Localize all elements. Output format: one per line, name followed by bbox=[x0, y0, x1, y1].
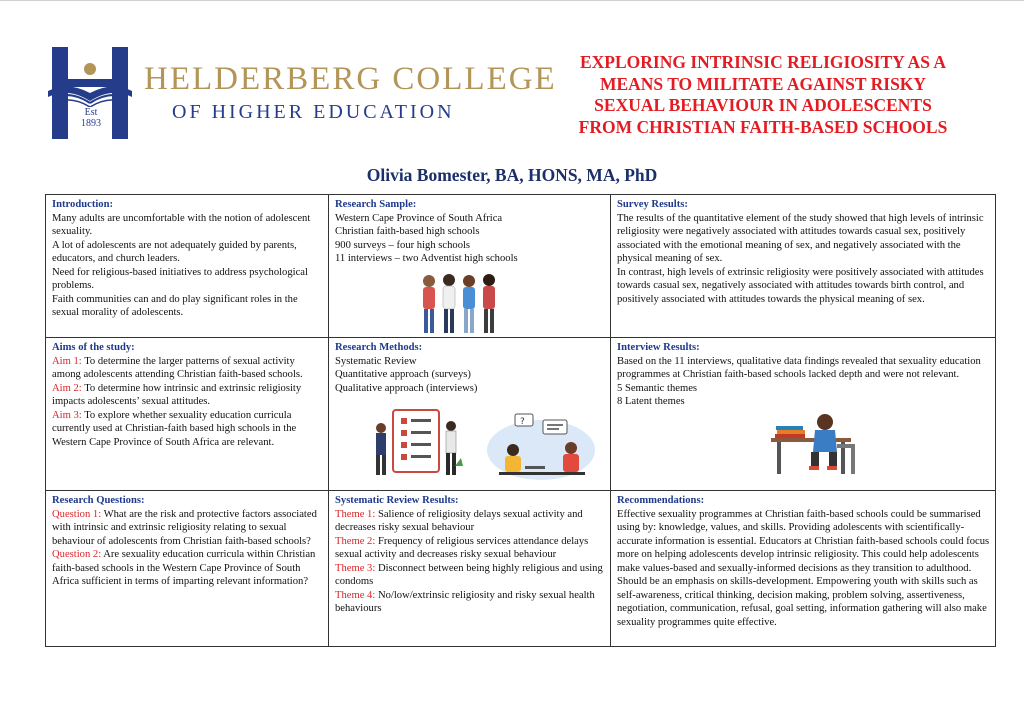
content-grid bbox=[45, 194, 996, 647]
interview-results-line: 8 Latent themes bbox=[617, 396, 685, 407]
introduction-paragraph: Many adults are uncomfortable with the notion of adolescent sexuality. bbox=[52, 212, 311, 237]
college-name-line2: OF HIGHER EDUCATION bbox=[172, 101, 455, 123]
question-item bbox=[52, 508, 323, 549]
interview-results-heading: Interview Results: bbox=[617, 342, 700, 353]
aim-text: To determine the larger patterns of sexual activity among adolescents attending Christian faith-based schools. bbox=[52, 355, 303, 380]
student-at-desk-illustration-icon bbox=[771, 412, 863, 476]
theme-item bbox=[335, 562, 605, 589]
title-line: MEANS TO MILITATE AGAINST RISKY bbox=[599, 73, 927, 94]
introduction-paragraph: A lot of adolescents are not adequately guided by parents, educators, and church leaders. bbox=[52, 239, 297, 264]
research-sample-line: Christian faith-based high schools bbox=[335, 226, 480, 237]
research-methods-line: Qualitative approach (interviews) bbox=[335, 382, 478, 394]
systematic-review-heading: Systematic Review Results: bbox=[335, 495, 459, 506]
theme-label: Theme 3: bbox=[335, 562, 376, 574]
interview-results-line: 5 Semantic themes bbox=[617, 382, 698, 394]
question-item bbox=[52, 548, 323, 589]
students-group-illustration-icon bbox=[417, 273, 507, 335]
survey-checklist-illustration-icon bbox=[371, 406, 463, 480]
aim-item bbox=[52, 409, 323, 450]
survey-results-cell bbox=[611, 195, 996, 338]
college-logo bbox=[44, 45, 557, 145]
aim-text: To determine how intrinsic and extrinsic religiosity impacts adolescents’ sexual attitudes. bbox=[52, 382, 302, 407]
aims-cell bbox=[46, 338, 329, 491]
interview-results-line: Based on the 11 interviews, qualitative data findings revealed that sexuality education programmes at Christian faith-based schools lacked depth and were not relevant. bbox=[617, 355, 981, 380]
research-sample-line: 900 surveys – four high schools bbox=[335, 239, 471, 251]
survey-results-heading: Survey Results: bbox=[617, 199, 688, 210]
interview-illustration-icon bbox=[485, 408, 597, 480]
theme-item bbox=[335, 508, 605, 535]
theme-text: Frequency of religious services attendance delays sexual activity and decreases risky sexual behaviour bbox=[335, 535, 589, 560]
title-line: FROM CHRISTIAN FAITH-BASED SCHOOLS bbox=[578, 116, 948, 137]
aim-label: Aim 3: bbox=[52, 409, 82, 421]
introduction-paragraph: Need for religious-based initiatives to address psychological problems. bbox=[52, 266, 308, 291]
theme-text: Disconnect between being highly religious and using condoms bbox=[335, 562, 603, 587]
research-methods-heading: Research Methods: bbox=[335, 342, 423, 353]
introduction-heading: Introduction: bbox=[52, 199, 114, 210]
theme-label: Theme 1: bbox=[335, 508, 376, 520]
research-methods-cell bbox=[329, 338, 611, 491]
svg-text:?: ? bbox=[520, 417, 525, 427]
title-line: SEXUAL BEHAVIOUR IN ADOLESCENTS bbox=[594, 95, 932, 115]
introduction-cell bbox=[46, 195, 329, 338]
theme-item bbox=[335, 589, 605, 616]
research-methods-line: Systematic Review bbox=[335, 355, 417, 367]
est-label bbox=[74, 107, 108, 129]
systematic-review-cell bbox=[329, 491, 611, 647]
interview-results-cell bbox=[611, 338, 996, 491]
est-text: Est bbox=[84, 107, 98, 118]
question-label: Question 2: bbox=[52, 549, 102, 560]
research-sample-line: Western Cape Province of South Africa bbox=[335, 212, 503, 224]
research-sample-heading: Research Sample: bbox=[335, 199, 417, 210]
theme-text: No/low/extrinsic religiosity and risky sexual health behaviours bbox=[335, 589, 595, 614]
aim-text: To explore whether sexuality education curricula currently used at Christian-faith based high schools in the Western Cape Province of South Africa are relevant. bbox=[52, 409, 297, 448]
question-text: What are the risk and protective factors associated with intrinsic and extrinsic religiosity relating to sexual behaviour of adolescents from Christian faith-based schools? bbox=[52, 508, 317, 547]
introduction-paragraph: Faith communities can and do play significant roles in the sexual morality of adolescents. bbox=[52, 293, 298, 318]
title-line: EXPLORING INTRINSIC RELIGIOSITY AS A bbox=[580, 52, 946, 72]
theme-text: Salience of religiosity delays sexual activity and decreases risky sexual behaviour bbox=[335, 508, 583, 533]
est-year: 1893 bbox=[81, 118, 101, 129]
top-border bbox=[0, 0, 1024, 1]
recommendations-paragraph: Effective sexuality programmes at Christian faith-based schools could be summarised using by: knowledge, values, and skills. Providing adolescents with scientifically-accurate information is essential. Educators at Christian faith-based schools could focus more on helping adolescents develop intrinsic religiosity. This could help adolescents make values-based and sexually-informed decisions as they transition to adulthood. bbox=[617, 508, 990, 574]
aim-item bbox=[52, 382, 323, 409]
research-methods-line: Quantitative approach (surveys) bbox=[335, 369, 471, 380]
question-label: Question 1: bbox=[52, 508, 102, 520]
research-sample-line: 11 interviews – two Adventist high schools bbox=[335, 253, 518, 264]
research-questions-cell bbox=[46, 491, 329, 647]
author-name: Olivia Bomester, BA, HONS, MA, PhD bbox=[366, 165, 658, 185]
survey-results-paragraph: The results of the quantitative element of the study showed that high levels of intrinsic religiosity were negatively associated with attitudes towards casual sex, positively associated with the emotional meaning of sex, and negatively associated with the physical meaning of sex. bbox=[617, 212, 984, 264]
research-sample-cell bbox=[329, 195, 611, 338]
recommendations-heading: Recommendations: bbox=[617, 495, 705, 506]
research-questions-heading: Research Questions: bbox=[52, 495, 145, 506]
poster-title bbox=[540, 52, 986, 138]
aims-heading: Aims of the study: bbox=[52, 342, 135, 353]
question-text: Are sexuality education curricula within Christian faith-based schools in the Western Cape Province of South Africa sufficient in terms of imparting relevant information? bbox=[52, 549, 316, 587]
recommendations-cell bbox=[611, 491, 996, 647]
aim-item bbox=[52, 355, 323, 382]
recommendations-paragraph: Should be an emphasis on skills-development. Empowering youth with skills such as self-awareness, critical thinking, decision making, problem solving, assertiveness, negotiation, communication, refusal, goal setting, information gathering will also make sexuality programmes quite effective. bbox=[617, 576, 987, 628]
theme-label: Theme 2: bbox=[335, 535, 376, 547]
theme-item bbox=[335, 535, 605, 562]
college-name-line1: HELDERBERG COLLEGE bbox=[144, 61, 557, 97]
aim-label: Aim 2: bbox=[52, 382, 82, 394]
survey-results-paragraph: In contrast, high levels of extrinsic religiosity were positively associated with attitudes towards casual sex, negatively associated with attitudes towards birth control, and positively associated with attitudes towards the physical meaning of sex. bbox=[617, 266, 984, 305]
theme-label: Theme 4: bbox=[335, 589, 376, 601]
aim-label: Aim 1: bbox=[52, 355, 82, 367]
